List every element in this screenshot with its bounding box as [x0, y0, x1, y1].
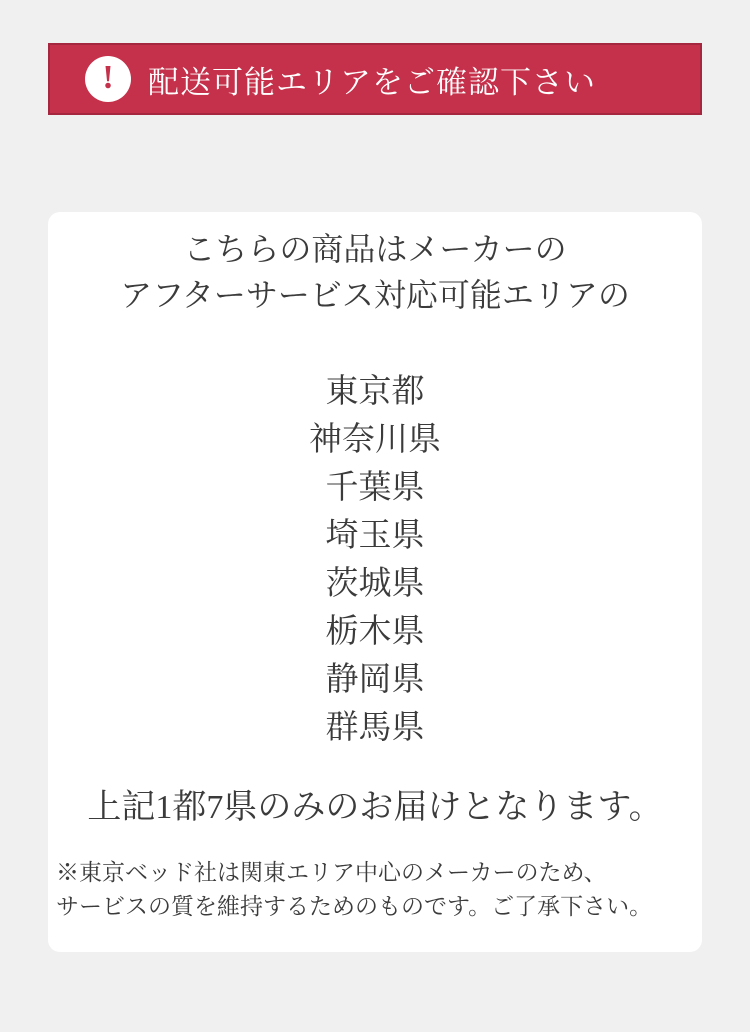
delivery-area-alert-banner	[48, 43, 702, 115]
banner-title: 配送可能エリアをご確認下さい	[148, 64, 596, 100]
prefecture-item: 埼玉県	[325, 518, 425, 554]
note-text	[54, 856, 696, 924]
prefecture-item: 神奈川県	[309, 422, 441, 458]
summary-text: 上記1都7県のみのお届けとなります。	[87, 789, 663, 826]
prefecture-item: 千葉県	[325, 470, 425, 506]
intro-text	[54, 226, 696, 318]
prefecture-item: 栃木県	[325, 614, 425, 650]
note-text-line-2: サービスの質を維持するためのものです。ご了承下さい。	[56, 894, 653, 919]
alert-exclamation-icon	[85, 56, 131, 102]
intro-text-line-1: こちらの商品はメーカーの	[183, 231, 567, 267]
prefecture-item: 東京都	[325, 374, 425, 410]
prefecture-item: 静岡県	[325, 662, 425, 698]
intro-text-line-2: アフターサービス対応可能エリアの	[120, 277, 630, 313]
note-text-line-1: ※東京ベッド社は関東エリア中心のメーカーのため、	[56, 860, 607, 885]
prefecture-item: 群馬県	[325, 710, 425, 746]
delivery-notice-card	[48, 212, 702, 952]
alert-exclamation-glyph: !	[102, 59, 114, 96]
prefecture-item: 茨城県	[325, 566, 425, 602]
prefecture-list	[54, 368, 696, 752]
